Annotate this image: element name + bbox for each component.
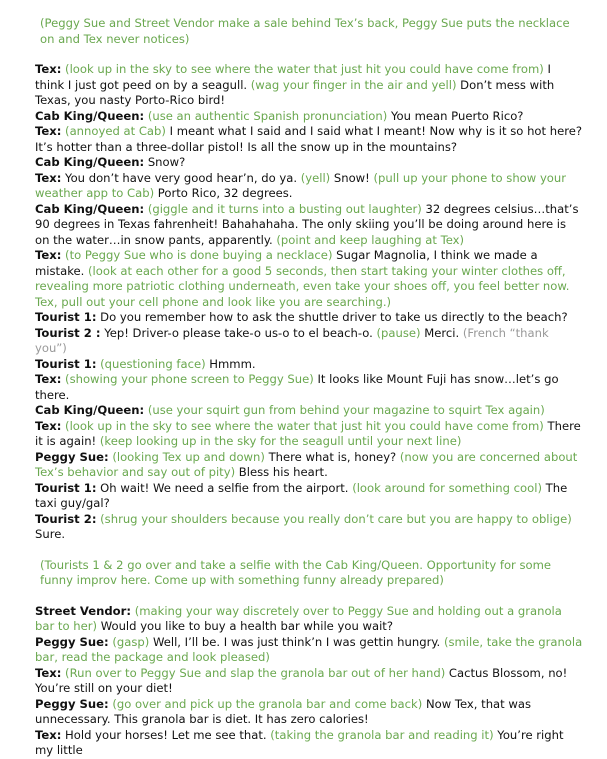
dialogue-line: [35, 171, 583, 202]
dialogue-text: Yep! Driver-o please take-o us-o to el beach-o.: [104, 325, 377, 340]
dialogue-text: You’re right my little: [35, 727, 564, 757]
dialogue-line: [35, 666, 583, 697]
speaker-name: Tourist 1:: [35, 356, 97, 371]
stage-direction: (shrug your shoulders because you really don’t care but you are happy to oblige): [100, 511, 572, 526]
stage-direction-block: (Tourists 1 & 2 go over and take a selfie with the Cab King/Queen. Opportunity for some funny improv here. Come up with something funny already prepared): [40, 557, 552, 587]
dialogue-line: [35, 109, 583, 125]
dialogue-text: You mean Puerto Rico?: [387, 108, 524, 123]
speaker-name: Tex:: [35, 124, 62, 138]
dialogue-text: Merci.: [420, 325, 463, 340]
stage-direction: (taking the granola bar and reading it): [270, 727, 494, 742]
speaker-name: Peggy Sue:: [35, 449, 109, 464]
dialogue-text: I meant what I said and I said what I meant! Now why is it so hot here? It’s hotter than a three-dollar pistol! Is all the snow up in the mountains?: [35, 124, 583, 154]
stage-direction: (pause): [376, 325, 421, 340]
speaker-name: Peggy Sue:: [35, 696, 109, 711]
speaker-name: Cab King/Queen:: [35, 201, 145, 216]
stage-direction: (annoyed at Cab): [65, 124, 166, 138]
stage-direction: (looking Tex up and down): [112, 449, 265, 464]
speaker-name: Tourist 2 :: [35, 325, 101, 340]
dialogue-line: [35, 155, 583, 171]
dialogue-text: There what is, honey?: [264, 449, 400, 464]
dialogue-text: Snow?: [147, 155, 186, 169]
dialogue-text: It looks like Mount Fuji has snow…let’s go there.: [35, 372, 559, 402]
dialogue-line: [35, 357, 583, 373]
speaker-name: Tourist 2:: [35, 511, 97, 526]
dialogue-text: Hmmm.: [205, 356, 256, 371]
dialogue-line: [35, 403, 583, 419]
speaker-name: Cab King/Queen:: [35, 108, 145, 123]
stage-direction: (keep looking up in the sky for the seagull until your next line): [99, 434, 462, 448]
stage-direction: (showing your phone screen to Peggy Sue): [65, 372, 314, 386]
dialogue-line: [35, 450, 583, 481]
speaker-name: Tex:: [35, 665, 62, 680]
dialogue-text: Oh wait! We need a selfie from the airport.: [100, 480, 353, 495]
stage-direction: (giggle and it turns into a busting out laughter): [147, 201, 422, 216]
stage-direction: (smile, take the granola bar, read the package and look pleased): [35, 634, 583, 664]
stage-direction: (go over and pick up the granola bar and come back): [112, 696, 423, 711]
speaker-name: Tex:: [35, 418, 62, 433]
stage-direction: (wag your finger in the air and yell): [250, 77, 457, 92]
speaker-name: Tourist 1:: [35, 480, 97, 495]
dialogue-line: [35, 62, 583, 109]
stage-direction: (use an authentic Spanish pronunciation): [147, 108, 388, 123]
dialogue-line: [35, 310, 583, 326]
dialogue-line: [35, 481, 583, 512]
stage-direction: (point and keep laughing at Tex): [276, 232, 465, 247]
dialogue-line: [35, 512, 583, 543]
dialogue-text: Snow!: [330, 170, 374, 185]
stage-direction: (look at each other for a good 5 seconds, then start taking your winter clothes off, revealing more patriotic clothing underneath, even take your shoes off, you feel better now. Tex, pull out your cell phone and look like you are searching.): [35, 263, 570, 309]
stage-direction: (making your way discretely over to Peggy Sue and holding out a granola bar to her): [35, 603, 562, 633]
speaker-name: Tex:: [35, 727, 62, 742]
dialogue-line: [35, 372, 583, 403]
speaker-name: Street Vendor:: [35, 603, 131, 618]
dialogue-text: Cactus Blossom, no! You’re still on your diet!: [35, 665, 568, 695]
speaker-name: Tex:: [35, 372, 62, 386]
speaker-name: Cab King/Queen:: [35, 155, 145, 169]
stage-direction-block: (Peggy Sue and Street Vendor make a sale behind Tex’s back, Peggy Sue puts the necklace on and Tex never notices): [40, 16, 570, 46]
stage-direction: (look around for something cool): [352, 480, 542, 495]
stage-direction: (look up in the sky to see where the water that just hit you could have come from): [65, 62, 544, 76]
stage-direction: (look up in the sky to see where the water that just hit you could have come from): [65, 418, 544, 433]
dialogue-text: I think I just got peed on by a seagull.: [35, 62, 551, 92]
stage-direction: (gasp): [112, 634, 150, 649]
dialogue-text: Hold your horses! Let me see that.: [65, 727, 271, 742]
dialogue-text: Do you remember how to ask the shuttle driver to take us directly to the beach?: [100, 310, 568, 324]
dialogue-text: Porto Rico, 32 degrees.: [154, 186, 293, 200]
stage-direction: (now you are concerned about Tex’s behavior and say out of pity): [35, 449, 578, 479]
dialogue-text: There it is again!: [35, 418, 581, 448]
dialogue-line: [35, 604, 583, 635]
dialogue-text: Now Tex, that was unnecessary. This granola bar is diet. It has zero calories!: [35, 696, 532, 726]
dialogue-text: Well, I’ll be. I was just think’n I was gettin hungry.: [149, 634, 444, 649]
speaker-name: Peggy Sue:: [35, 634, 109, 649]
speaker-name: Cab King/Queen:: [35, 403, 145, 417]
dialogue-line: [35, 248, 583, 310]
stage-direction: (yell): [300, 170, 331, 185]
dialogue-text: Don’t mess with Texas, you nasty Porto-Rico bird!: [35, 77, 555, 107]
dialogue-line: [35, 728, 583, 759]
dialogue-text: Sure.: [35, 527, 66, 541]
dialogue-line: [35, 635, 583, 666]
speaker-name: Tourist 1:: [35, 310, 97, 324]
stage-direction: (to Peggy Sue who is done buying a necklace): [65, 248, 333, 262]
stage-direction: (use your squirt gun from behind your magazine to squirt Tex again): [147, 403, 545, 417]
translation-note: (French “thank you”): [35, 325, 549, 355]
dialogue-text: The taxi guy/gal?: [35, 480, 568, 510]
dialogue-text: Would you like to buy a health bar while you wait?: [97, 619, 393, 633]
speaker-name: Tex:: [35, 62, 62, 76]
dialogue-line: [35, 697, 583, 728]
speaker-name: Tex:: [35, 248, 62, 262]
dialogue-line: [35, 124, 583, 155]
dialogue-line: [35, 202, 583, 249]
dialogue-text: You don’t have very good hear’n, do ya.: [65, 170, 301, 185]
dialogue-text: Bless his heart.: [235, 465, 328, 479]
stage-direction: (questioning face): [100, 356, 206, 371]
stage-direction: (Run over to Peggy Sue and slap the granola bar out of her hand): [65, 665, 446, 680]
dialogue-text: Sugar Magnolia, I think we made a mistake.: [35, 248, 538, 278]
dialogue-text: 32 degrees celsius…that’s 90 degrees in Texas fahrenheit! Bahahahaha. The only skiing you’ll be doing around here is on the water…in snow pants, apparently.: [35, 201, 579, 247]
dialogue-line: [35, 419, 583, 450]
dialogue-line: [35, 326, 583, 357]
stage-direction: (pull up your phone to show your weather app to Cab): [35, 170, 567, 200]
speaker-name: Tex:: [35, 170, 62, 185]
